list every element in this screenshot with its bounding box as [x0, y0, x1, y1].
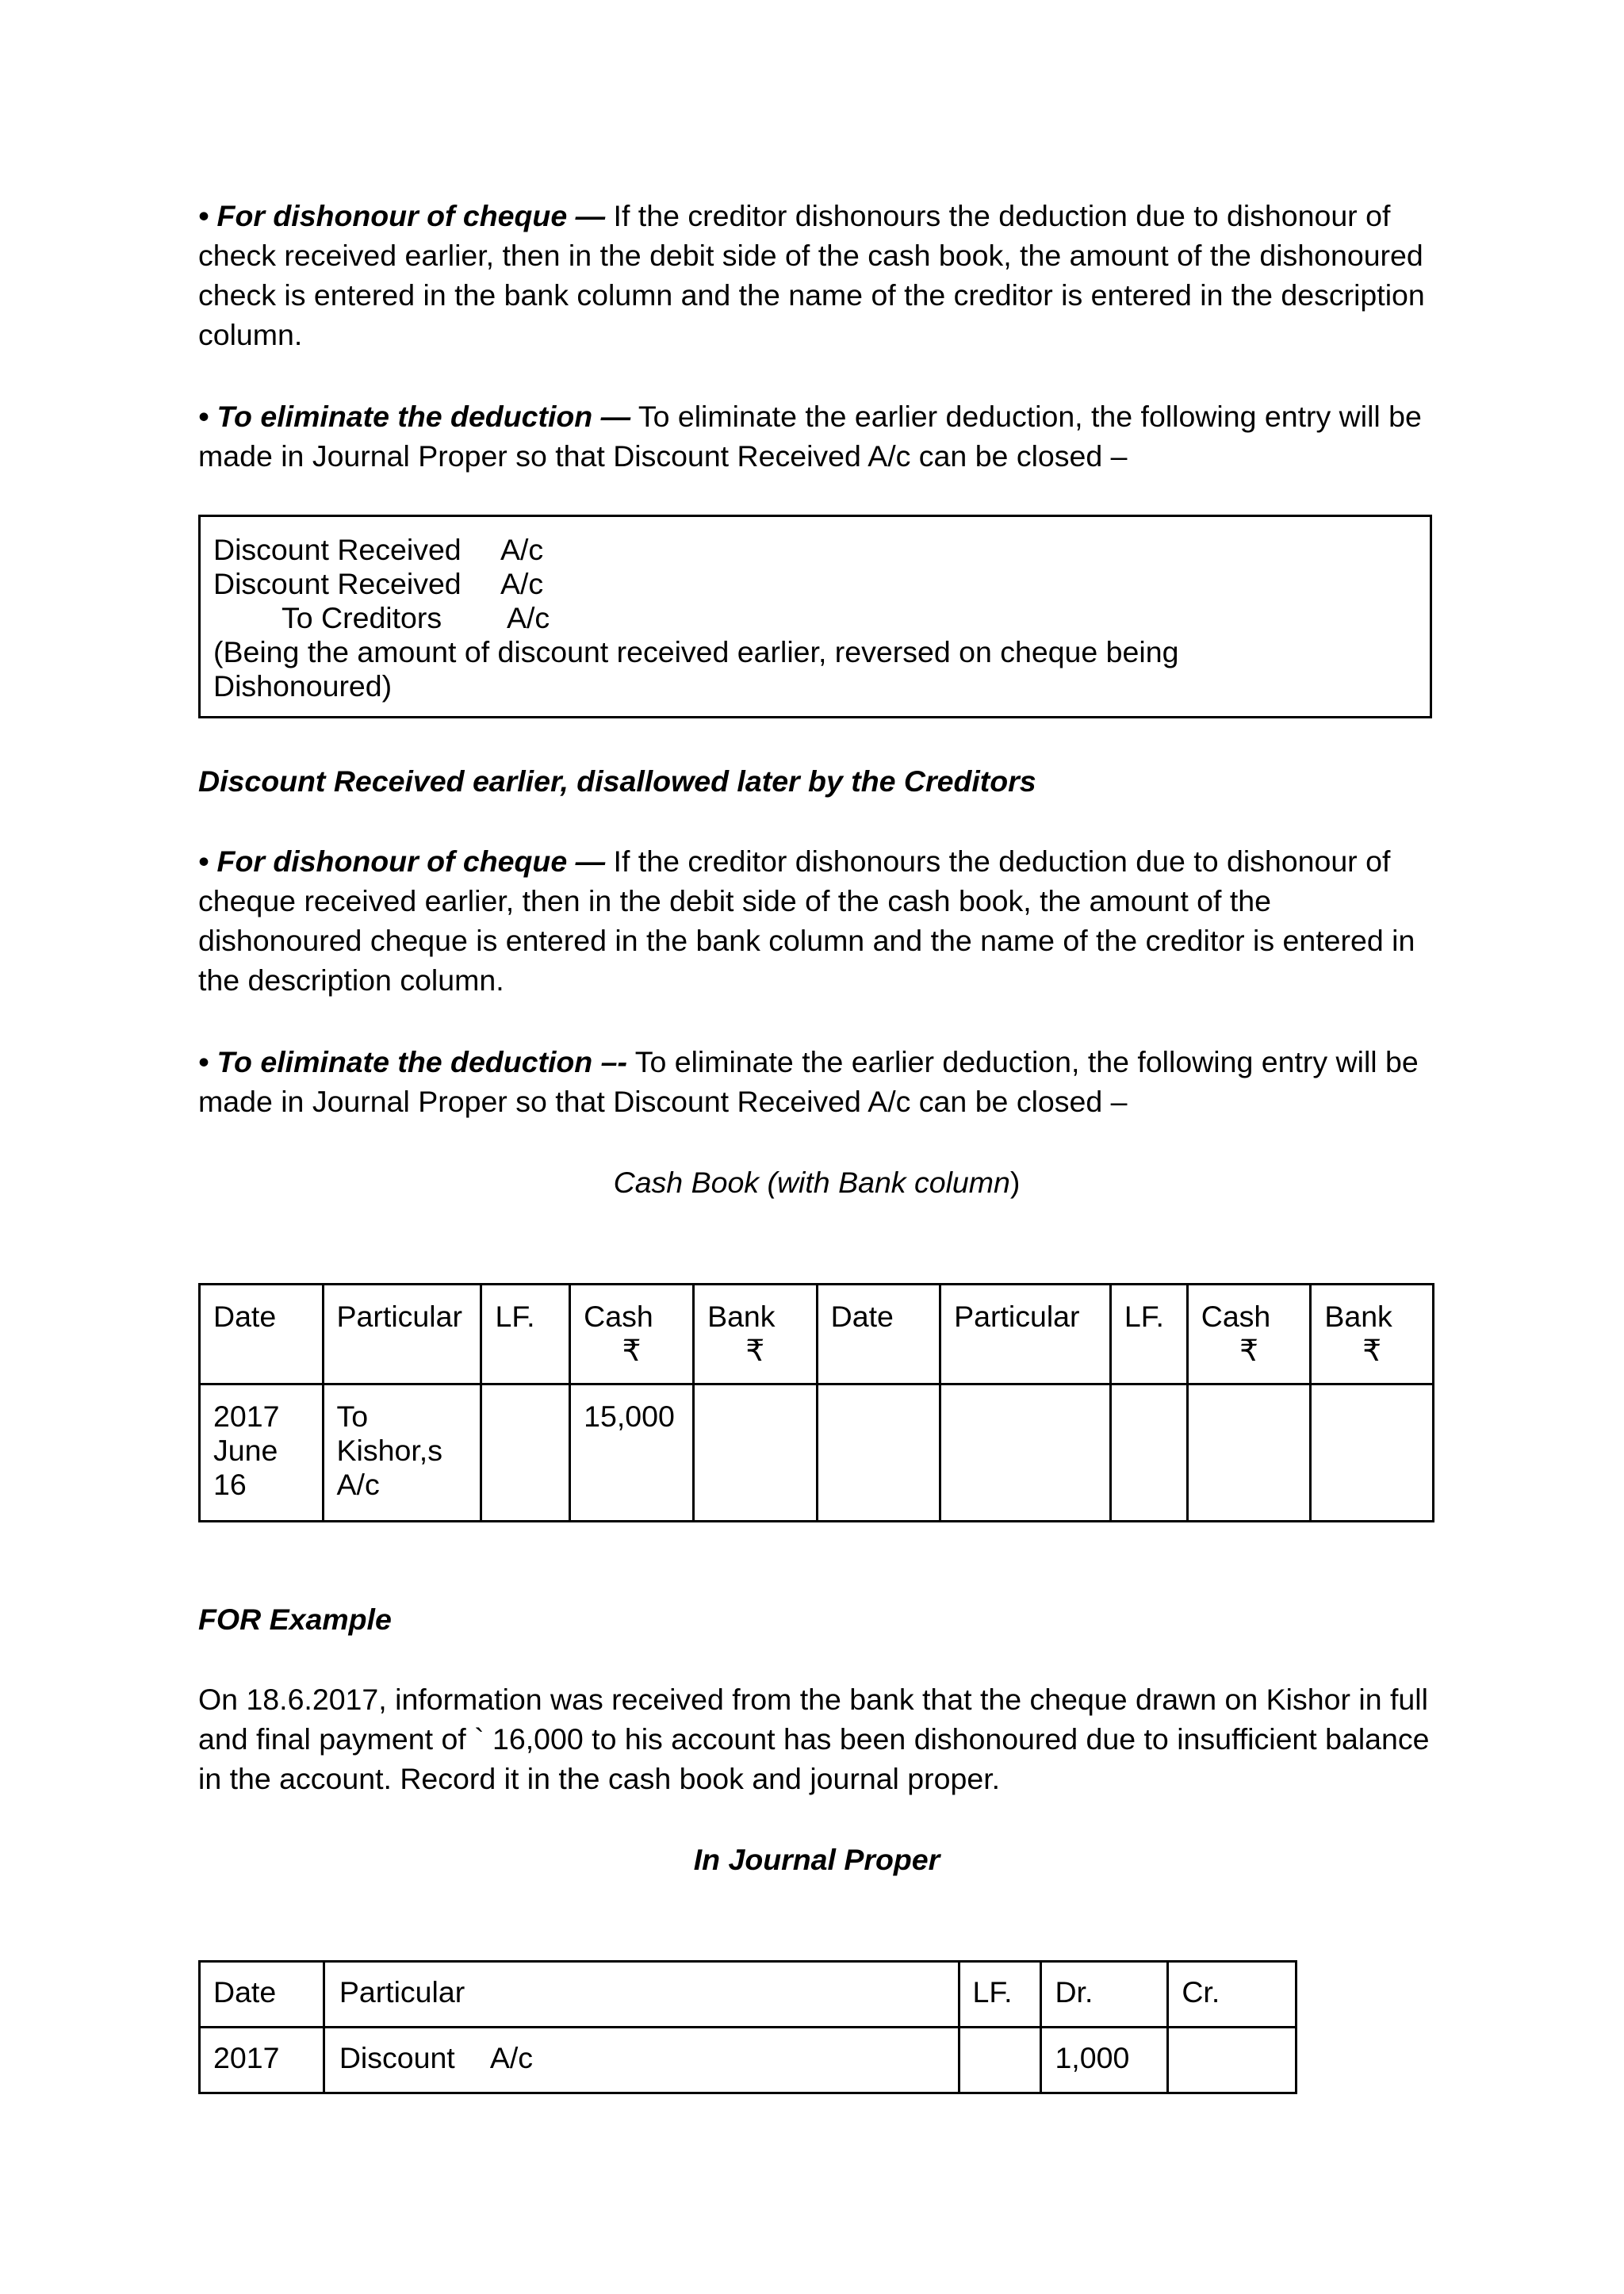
rupee-icon: ₹	[1239, 1334, 1258, 1367]
particular-line: To	[336, 1400, 369, 1433]
journal-account-name: Discount	[339, 2041, 455, 2074]
cash-book-caption-close: )	[1009, 1166, 1021, 1199]
paragraph-lead: • For dishonour of cheque —	[198, 199, 606, 232]
cell-lf	[1110, 1384, 1187, 1522]
paragraph-text: If the creditor dishonours the deduction due to dishonour of cheque received earlier, then in the debit side of the cash book, the amount of the dishonoured cheque is entered in the bank column and the name of the creditor is entered in the description column.	[198, 844, 1415, 997]
header-cash	[570, 1285, 694, 1384]
table-row	[200, 2028, 1297, 2093]
paragraph-text: If the creditor dishonours the deduction due to dishonour of check received earlier, then in the debit side of the cash book, the amount of the dishonoured check is entered in the bank column and the name of the creditor is entered in the description column.	[198, 199, 1425, 351]
cell-cash	[1187, 1384, 1311, 1522]
entry-account-name: Discount Received	[213, 567, 462, 600]
cell-particular	[324, 2028, 959, 2093]
journal-proper-table	[198, 1960, 1297, 2094]
rupee-icon: ₹	[622, 1334, 642, 1367]
header-cash-label: Cash	[584, 1300, 653, 1333]
header-bank-label: Bank	[707, 1300, 776, 1333]
cash-book-caption	[198, 1162, 1435, 1202]
journal-account-suffix: A/c	[489, 2041, 534, 2074]
header-particular: Particular	[324, 1962, 959, 2028]
date-month: June	[213, 1434, 278, 1467]
header-cr: Cr.	[1168, 1962, 1297, 2028]
entry-account-name: Discount Received	[213, 533, 462, 566]
cash-book-header-row	[200, 1285, 1434, 1384]
paragraph-eliminate-deduction-2	[198, 1042, 1435, 1121]
example-text: On 18.6.2017, information was received from the bank that the cheque drawn on Kishor in full and final payment of ` 16,000 to his account has been dishonoured due to insufficient balance in the account. Record it in the cash book and journal proper.	[198, 1683, 1430, 1795]
journal-entry-box	[198, 515, 1432, 718]
paragraph-lead: • To eliminate the deduction –-	[198, 1045, 627, 1078]
header-bank-label: Bank	[1324, 1300, 1392, 1333]
entry-account-suffix: A/c	[500, 567, 544, 600]
entry-narration: (Being the amount of discount received earlier, reversed on cheque being Dishonoured)	[213, 635, 1179, 703]
table-row	[200, 1384, 1434, 1522]
header-date: Date	[200, 1962, 324, 2028]
cash-book-table	[198, 1283, 1434, 1522]
paragraph-dishonour-cheque-2	[198, 841, 1435, 1000]
section-heading-discount-disallowed: Discount Received earlier, disallowed later by the Creditors	[198, 764, 1036, 798]
cell-lf	[481, 1384, 570, 1522]
cell-cash: 15,000	[570, 1384, 694, 1522]
cash-book-caption-text: Cash Book (with Bank column	[613, 1166, 1010, 1199]
paragraph-dishonour-cheque-1	[198, 196, 1435, 354]
entry-line-3	[213, 601, 1417, 635]
cell-lf	[959, 2028, 1041, 2093]
cell-particular	[323, 1384, 481, 1522]
cell-bank	[1311, 1384, 1434, 1522]
date-year: 2017	[213, 1400, 280, 1433]
header-particular: Particular	[940, 1285, 1111, 1384]
header-cash	[1187, 1285, 1311, 1384]
paragraph-text: To eliminate the earlier deduction, the following entry will be made in Journal Proper so that Discount Received A/c can be closed –	[198, 400, 1422, 473]
header-date: Date	[817, 1285, 940, 1384]
rupee-icon: ₹	[1362, 1334, 1382, 1367]
example-heading: FOR Example	[198, 1603, 392, 1636]
date-day: 16	[213, 1468, 247, 1501]
cell-date	[200, 1384, 324, 1522]
entry-account-name: To Creditors	[282, 601, 442, 634]
header-cash-label: Cash	[1201, 1300, 1271, 1333]
paragraph-text: To eliminate the earlier deduction, the following entry will be made in Journal Proper so that Discount Received A/c can be closed –	[198, 1045, 1419, 1118]
header-lf: LF.	[481, 1285, 570, 1384]
cell-cr	[1168, 2028, 1297, 2093]
header-bank	[694, 1285, 818, 1384]
cell-date	[817, 1384, 940, 1522]
entry-account-suffix: A/c	[500, 533, 544, 566]
paragraph-lead: • For dishonour of cheque —	[198, 844, 606, 878]
header-date: Date	[200, 1285, 324, 1384]
header-dr: Dr.	[1041, 1962, 1168, 2028]
header-lf: LF.	[1110, 1285, 1187, 1384]
cell-particular	[940, 1384, 1111, 1522]
journal-caption: In Journal Proper	[693, 1843, 940, 1876]
header-bank	[1311, 1285, 1434, 1384]
journal-header-row	[200, 1962, 1297, 2028]
header-particular: Particular	[323, 1285, 481, 1384]
paragraph-eliminate-deduction-1	[198, 396, 1435, 476]
cell-dr: 1,000	[1041, 2028, 1168, 2093]
entry-account-suffix: A/c	[507, 601, 550, 634]
header-lf: LF.	[959, 1962, 1041, 2028]
cell-bank	[694, 1384, 818, 1522]
particular-line: A/c	[336, 1468, 380, 1501]
entry-line-2	[213, 567, 1417, 601]
particular-line: Kishor,s	[336, 1434, 442, 1467]
paragraph-lead: • To eliminate the deduction —	[198, 400, 631, 433]
rupee-icon: ₹	[745, 1334, 765, 1367]
entry-line-1	[213, 533, 1417, 567]
cell-date: 2017	[200, 2028, 324, 2093]
